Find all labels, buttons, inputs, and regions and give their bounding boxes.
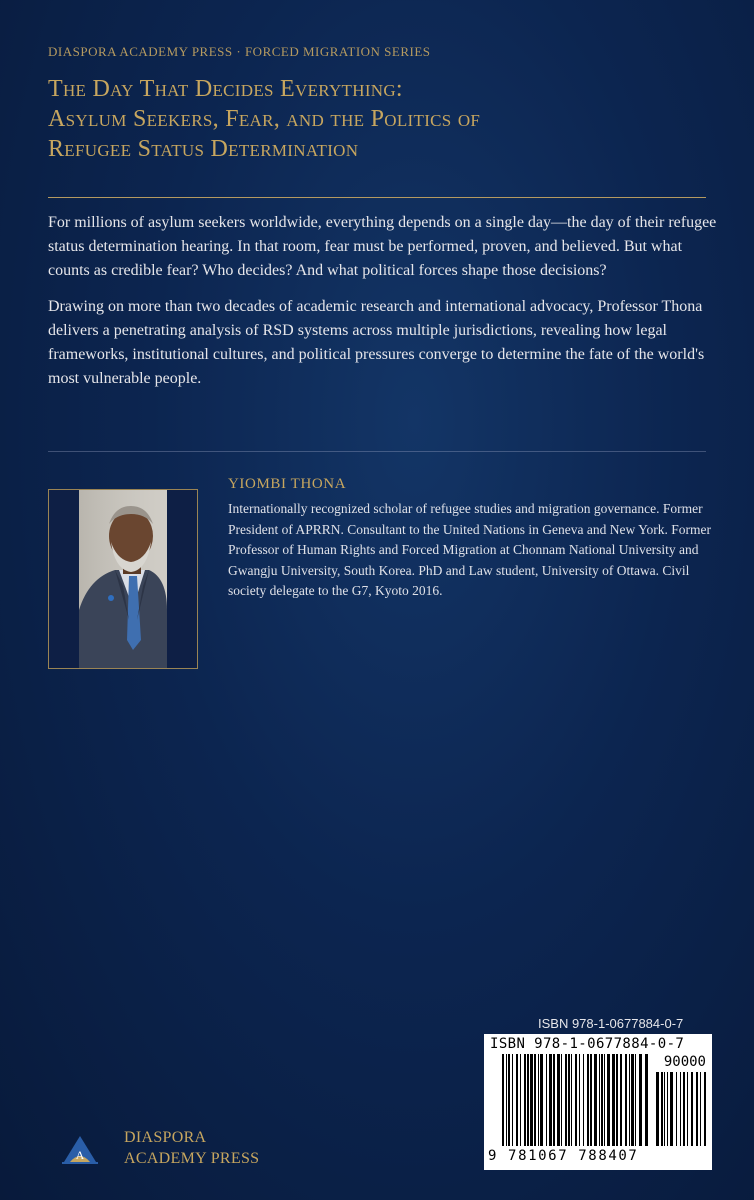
title-divider	[48, 197, 706, 198]
barcode-bar	[540, 1054, 543, 1146]
barcode-bar	[590, 1054, 592, 1146]
barcode-bar	[561, 1054, 562, 1146]
barcode-bar	[607, 1054, 610, 1146]
svg-text:A: A	[75, 1148, 85, 1162]
barcode-bar	[625, 1054, 627, 1146]
barcode-bar	[604, 1054, 605, 1146]
barcode-bar	[534, 1054, 536, 1146]
barcode-bar	[664, 1072, 665, 1146]
author-bio: Internationally recognized scholar of refugee studies and migration governance. Former President of APRRN. Consultant to the United Nations in Geneva and New York. Former Professor of Human Rights and Forced Migration at Chonnam National University and Gwangju University, South Korea. PhD and Law student, University of Ottawa. Civil society delegate to the G7, Kyoto 2016.	[228, 501, 711, 599]
barcode-bar	[639, 1054, 642, 1146]
author-name: YIOMBI THONA	[228, 476, 347, 492]
barcode-bar	[691, 1072, 693, 1146]
barcode-isbn-text: ISBN 978-1-0677884-0-7	[490, 1036, 685, 1052]
barcode-bar	[700, 1072, 701, 1146]
barcode-bar	[656, 1072, 659, 1146]
barcode-bar	[645, 1054, 648, 1146]
isbn-label: ISBN 978-1-0677884-0-7	[538, 1016, 684, 1031]
barcode-bar	[616, 1054, 618, 1146]
title-line-1: The Day That Decides Everything:	[48, 76, 403, 102]
barcode-bar	[601, 1054, 603, 1146]
barcode-bar	[575, 1054, 577, 1146]
barcode-bar	[512, 1054, 513, 1146]
barcode-bar	[579, 1054, 580, 1146]
barcode-bar	[508, 1054, 510, 1146]
barcode-bar	[587, 1054, 589, 1146]
barcode-bar	[680, 1072, 681, 1146]
title-line-3: Refugee Status Determination	[48, 136, 359, 162]
barcode-addon-number: 90000	[663, 1054, 706, 1070]
barcode-bar	[667, 1072, 668, 1146]
author-photo	[48, 489, 198, 669]
barcode-bar	[594, 1054, 597, 1146]
barcode-bar	[583, 1054, 584, 1146]
publisher-name-line-2: ACADEMY PRESS	[124, 1150, 260, 1167]
barcode-bar	[568, 1054, 570, 1146]
barcode-bar	[506, 1054, 507, 1146]
barcode-bar	[635, 1054, 636, 1146]
barcode-bar	[629, 1054, 630, 1146]
author-divider	[48, 451, 706, 452]
barcode-bar	[520, 1054, 521, 1146]
barcode-bar	[687, 1072, 688, 1146]
barcode-bar	[704, 1072, 706, 1146]
barcode-bar	[527, 1054, 529, 1146]
publisher-name	[124, 1127, 259, 1169]
publisher-name-line-1: DIASPORA	[124, 1129, 207, 1146]
blurb-paragraph-2: Drawing on more than two decades of academic research and international advocacy, Professor Thona delivers a penetrating analysis of RSD systems across multiple jurisdictions, revealing how legal frameworks, institutional cultures, and political pressures converge to determine the fate of the world's most vulnerable people.	[48, 298, 705, 387]
barcode-bar	[516, 1054, 518, 1146]
series-line: DIASPORA ACADEMY PRESS · FORCED MIGRATION SERIES	[48, 44, 431, 59]
barcode-bar	[546, 1054, 547, 1146]
barcode-bar	[549, 1054, 552, 1146]
blurb-paragraph-1: For millions of asylum seekers worldwide, everything depends on a single day—the day of their refugee status determination hearing. In that room, fear must be performed, proven, and believed. But what counts as credible fear? Who decides? And what political forces shape those decisions?	[48, 214, 717, 279]
barcode	[484, 1034, 712, 1170]
barcode-bar	[620, 1054, 622, 1146]
blurb	[48, 211, 720, 403]
barcode-bar	[571, 1054, 572, 1146]
barcode-bar	[696, 1072, 698, 1146]
barcode-bar	[599, 1054, 600, 1146]
barcode-bar	[683, 1072, 685, 1146]
barcode-bar	[557, 1054, 560, 1146]
barcode-bar	[661, 1072, 663, 1146]
barcode-bar	[530, 1054, 533, 1146]
barcode-bar	[524, 1054, 526, 1146]
barcode-bar	[502, 1054, 504, 1146]
barcode-bar	[553, 1054, 555, 1146]
barcode-bar	[631, 1054, 634, 1146]
barcode-bar	[676, 1072, 677, 1146]
barcode-digits: 9 781067 788407	[488, 1148, 639, 1164]
barcode-bar	[612, 1054, 615, 1146]
barcode-bar	[670, 1072, 673, 1146]
barcode-bar	[538, 1054, 539, 1146]
title-line-2: Asylum Seekers, Fear, and the Politics of	[48, 106, 481, 132]
book-title	[48, 74, 728, 164]
publisher-logo-icon	[60, 1132, 100, 1166]
barcode-bar	[565, 1054, 567, 1146]
